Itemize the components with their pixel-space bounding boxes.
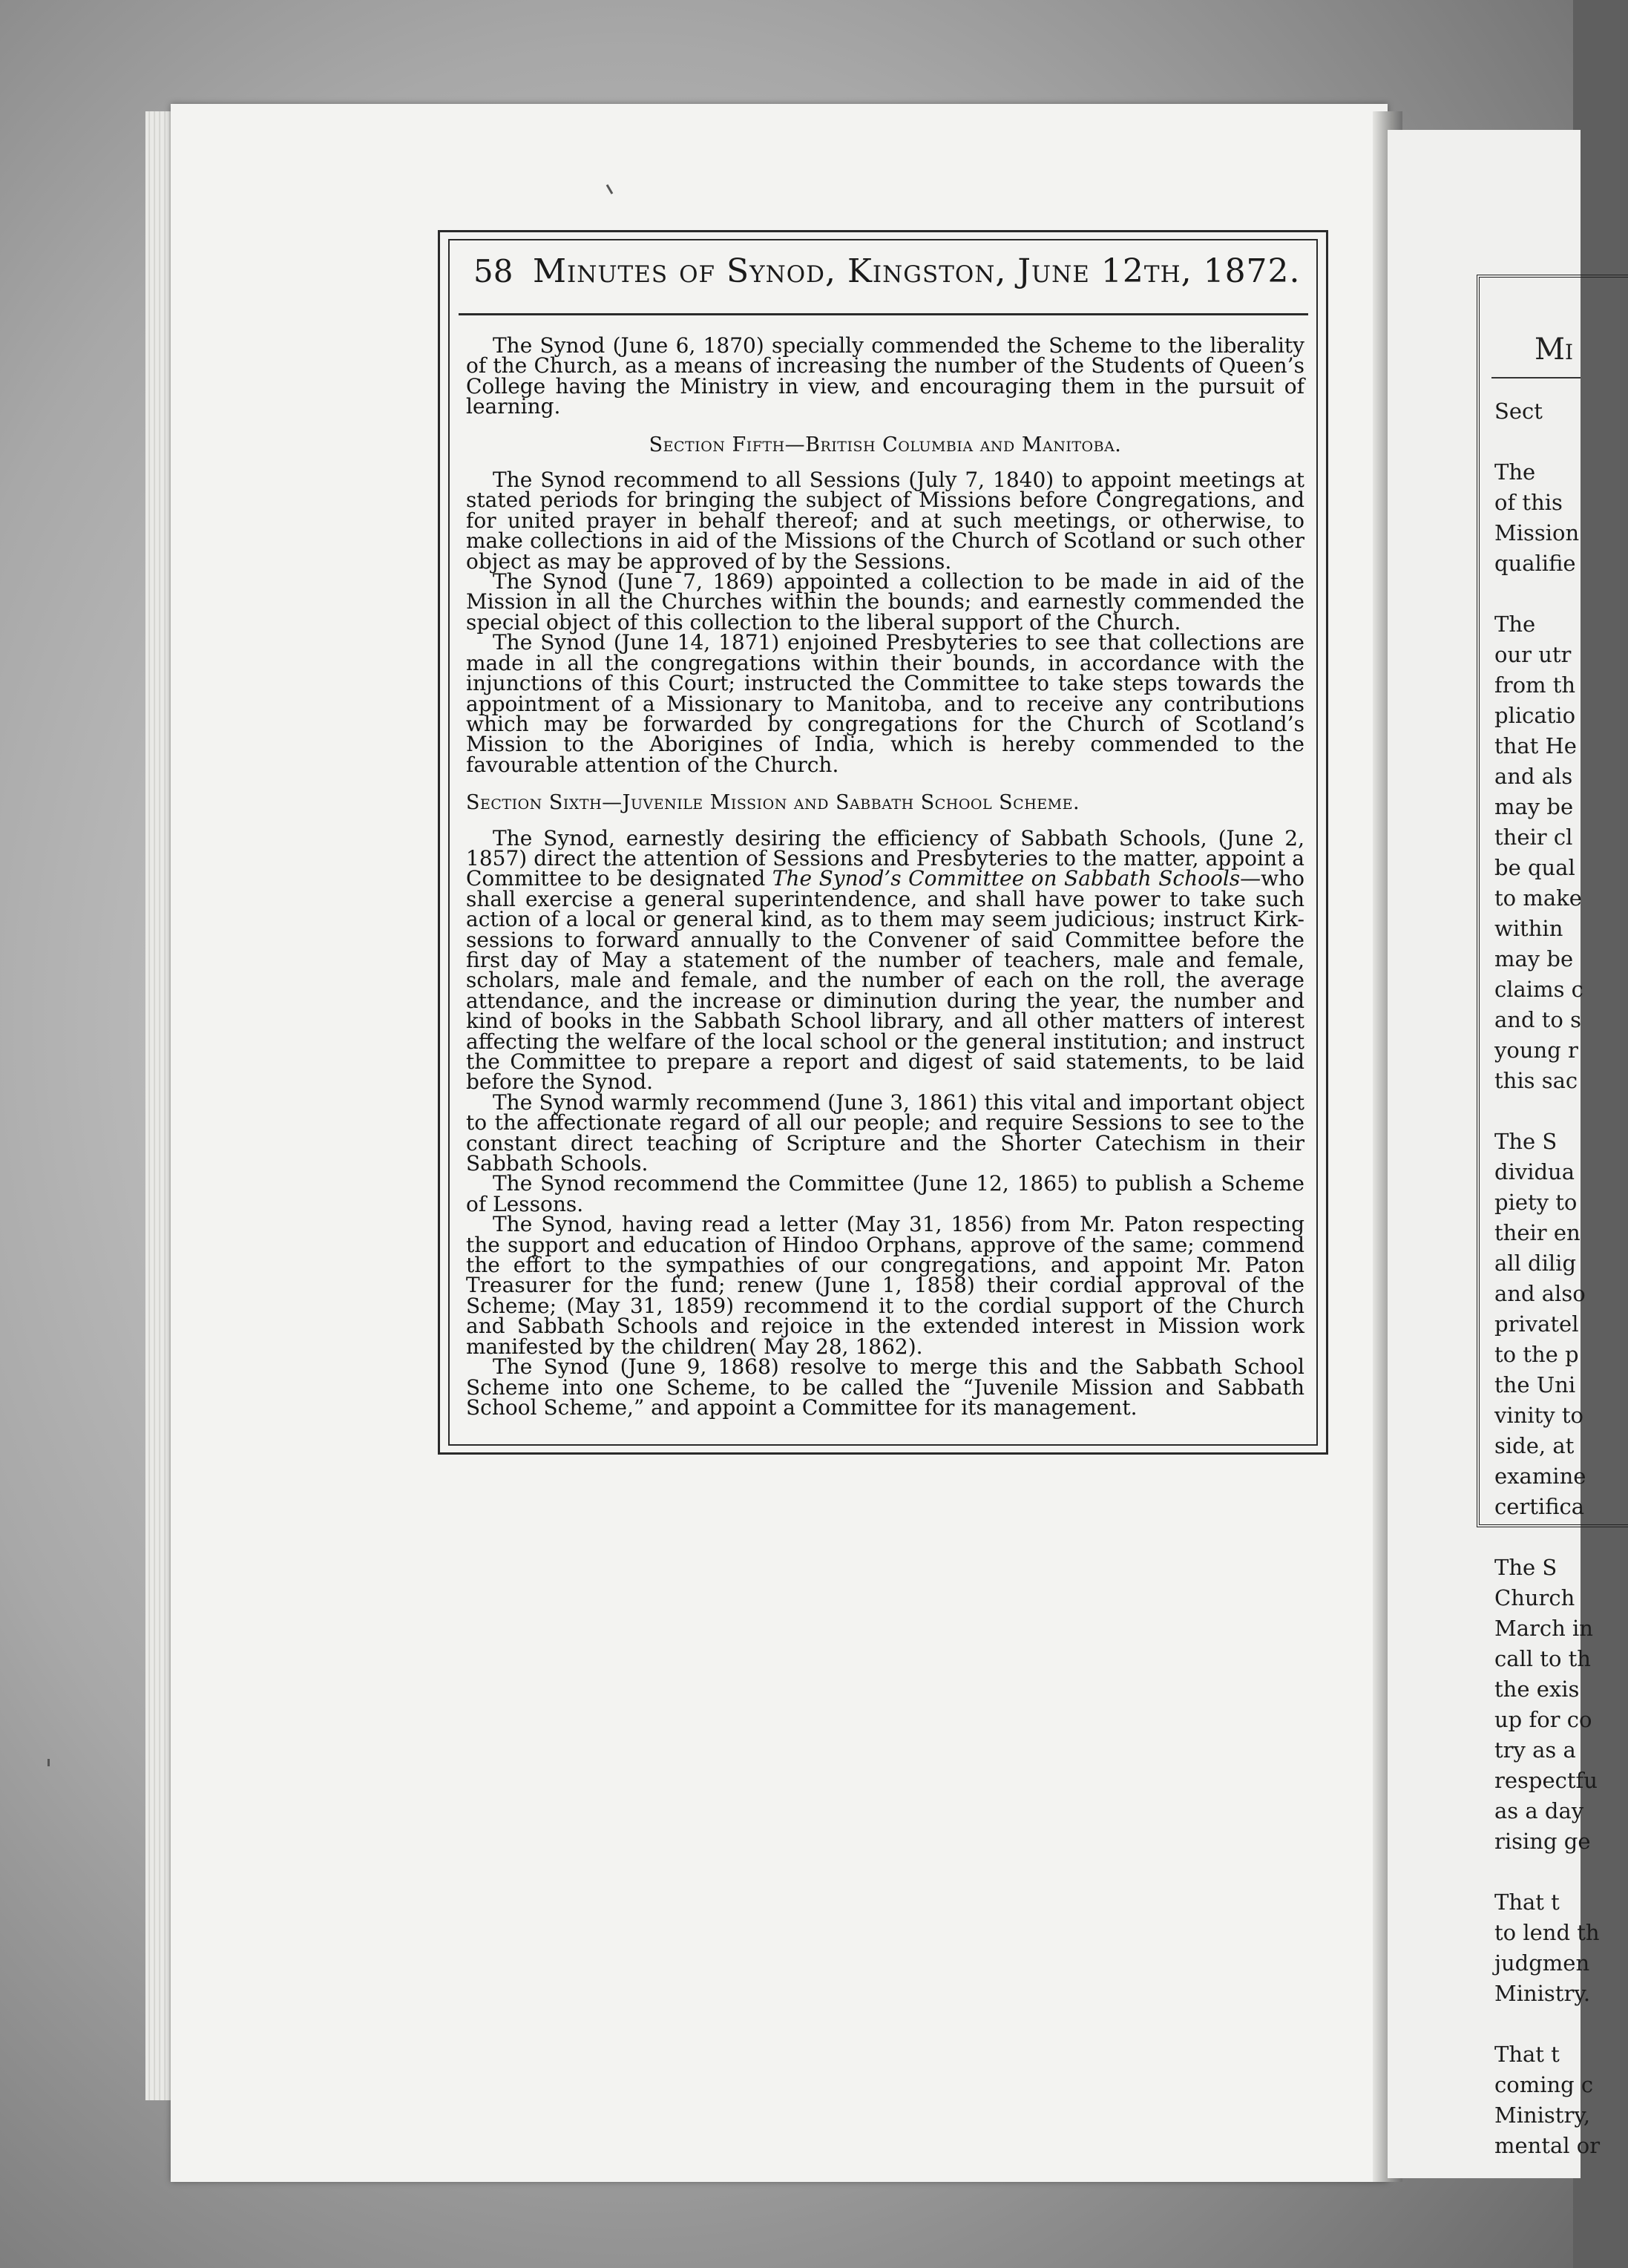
facing-page-line: that He	[1494, 733, 1577, 758]
facing-page-line: Ministry,	[1494, 2103, 1591, 2128]
facing-page-line: The	[1494, 459, 1536, 485]
facing-page-line	[1494, 427, 1576, 457]
facing-page-line: vinity to	[1494, 1403, 1583, 1428]
facing-page-line: to lend th	[1494, 1920, 1600, 1945]
facing-page-line: Sect	[1494, 399, 1543, 424]
facing-page-line	[1494, 579, 1576, 609]
film-speck	[47, 1759, 50, 1766]
paragraph-text: —who shall exercise a general superintendence, and shall have power to take such action of a local or general kind, as to them may seem judicious; instruct Kirk-sessions to forward annually to the Convener of said Committee before the first day of May a statement of the number of teachers, male and female, scholars, male and female, and the number of each on the roll, the average attendance, and the increase or diminution during the year, the number and kind of books in the Sabbath School library, and all other matters of interest affecting the welfare of the local school or the general institution; and instruct the Committee to prepare a report and digest of said statements, to be laid before the Synod.	[466, 866, 1305, 1095]
facing-page-line: to the p	[1494, 1342, 1579, 1367]
facing-page-line: their en	[1494, 1220, 1581, 1245]
running-head	[473, 252, 1304, 304]
facing-page-line	[1494, 2009, 1576, 2039]
facing-page-line: Ministry.	[1494, 1981, 1591, 2006]
paragraph: The Synod (June 14, 1871) enjoined Presbyteries to see that collections are made in all the congregations within their bounds, in accordance with the injunctions of this Court; instructed the Committee to take steps towards the appointment of a Missionary to Manitoba, and to receive any contributions which may be forwarded by congregations for the Church of Scotland’s Mission to the Aborigines of India, which is hereby commended to the favourable attention of the Church.	[466, 630, 1304, 777]
facing-page-line: qualifie	[1494, 551, 1576, 576]
facing-page-line: claims c	[1494, 977, 1583, 1002]
facing-page-line: may be	[1494, 794, 1574, 819]
facing-page-line	[1494, 1522, 1576, 1553]
facing-page-rule	[1491, 377, 1581, 378]
section-heading-sixth: Section Sixth—Juvenile Mission and Sabbath School Scheme.	[466, 791, 1080, 815]
facing-page-line: side, at	[1494, 1433, 1575, 1458]
facing-page-line: That t	[1494, 2042, 1560, 2067]
facing-page-line: call to th	[1494, 1646, 1591, 1671]
facing-page-line: this sac	[1494, 1068, 1578, 1093]
paragraph: The Synod (June 7, 1869) appointed a collection to be made in aid of the Mission in all the Churches within the bounds; and earnestly commended the special object of this collection to the liberal support of the Church.	[466, 569, 1304, 635]
committee-name-italic: The Synod’s Committee on Sabbath Schools	[772, 866, 1241, 891]
facing-page-line: rising ge	[1494, 1829, 1591, 1854]
facing-page-line: their cl	[1494, 825, 1573, 850]
facing-page-line: The	[1494, 612, 1536, 637]
page-number: 58	[473, 253, 513, 289]
paragraph: The Synod recommend the Committee (June 12, 1865) to publish a Scheme of Lessons.	[466, 1171, 1304, 1216]
facing-page-line: from th	[1494, 672, 1576, 698]
facing-page-line: privatel	[1494, 1311, 1579, 1337]
facing-page-line: examine	[1494, 1464, 1586, 1489]
facing-page-line: respectfu	[1494, 1768, 1598, 1793]
facing-page-line	[1494, 1857, 1576, 1887]
facing-page-line: mental or	[1494, 2133, 1601, 2158]
facing-page-line: certifica	[1494, 1494, 1585, 1519]
paragraph	[466, 825, 1305, 1095]
facing-page-line: young r	[1494, 1038, 1578, 1063]
facing-page-line: That t	[1494, 1890, 1560, 1915]
paragraph: The Synod (June 9, 1868) resolve to merge this and the Sabbath School Scheme into one Scheme, to be called the “Juvenile Mission and Sabbath School Scheme,” and appoint a Committee for its management.	[466, 1354, 1304, 1420]
facing-page-line: piety to	[1494, 1190, 1578, 1215]
paragraph-text: The Synod, earnestly desiring the efficiency of Sabbath Schools, (June 2, 1857) direct the attention of Sessions and Presbyteries to the matter, appoint a Committee to be designated	[466, 825, 1304, 891]
facing-page-line: plicatio	[1494, 703, 1576, 728]
facing-page-line: up for co	[1494, 1707, 1592, 1732]
header-rule	[459, 313, 1308, 315]
facing-page-text	[1494, 396, 1601, 2161]
facing-page-running-head: Mi	[1535, 332, 1574, 367]
facing-page-line: coming c	[1494, 2072, 1594, 2097]
document-body	[466, 335, 1304, 1418]
facing-page-line: of this	[1494, 490, 1563, 515]
facing-page-line: the exis	[1494, 1677, 1580, 1702]
facing-page-line: Church	[1494, 1585, 1575, 1610]
facing-page-line: as a day	[1494, 1798, 1584, 1823]
facing-page-line: all dilig	[1494, 1251, 1577, 1276]
paragraph: The Synod warmly recommend (June 3, 1861) this vital and important object to the affectionate regard of all our people; and require Sessions to see to the constant direct teaching of Scripture and the Shorter Catechism in their Sabbath Schools.	[466, 1089, 1304, 1176]
facing-page-line: and als	[1494, 764, 1573, 789]
facing-page-line: March in	[1494, 1616, 1593, 1641]
facing-page-line	[1494, 1096, 1576, 1127]
facing-page-line: The S	[1494, 1555, 1558, 1580]
facing-page-line: try as a	[1494, 1737, 1576, 1763]
section-heading-fifth: Section Fifth—British Columbia and Manitoba.	[649, 433, 1122, 456]
facing-page-line: the Uni	[1494, 1372, 1576, 1397]
page-title: Minutes of Synod, Kingston, June 12th, 1872.	[533, 252, 1301, 290]
facing-page-line: and also	[1494, 1281, 1586, 1306]
paragraph: The Synod recommend to all Sessions (July 7, 1840) to appoint meetings at stated periods for bringing the subject of Missions before Congregations, and for united prayer in behalf thereof; and at such meetings, or otherwise, to make collections in aid of the Missions of the Church of Scotland or such other object as may be approved of by the Sessions.	[466, 468, 1304, 574]
paragraph: The Synod (June 6, 1870) specially commended the Scheme to the liberality of the Church, as a means of increasing the number of the Students of Queen’s College having the Ministry in view, and encouraging them in the pursuit of learning.	[466, 333, 1304, 419]
facing-page-line: within	[1494, 916, 1563, 941]
facing-page-line: to make	[1494, 885, 1582, 911]
facing-page-line: may be	[1494, 946, 1574, 971]
facing-page-line: Mission	[1494, 520, 1580, 545]
facing-page-line: and to s	[1494, 1007, 1581, 1032]
facing-page-line: The S	[1494, 1129, 1558, 1154]
facing-page-line: dividua	[1494, 1159, 1575, 1184]
facing-page-line: our utr	[1494, 642, 1572, 667]
paragraph: The Synod, having read a letter (May 31, 1856) from Mr. Paton respecting the support and education of Hindoo Orphans, approve of the same; commend the effort to the sympathies of our congregations, and appoint Mr. Paton Treasurer for the fund; renew (June 1, 1858) their cordial approval of the Scheme; (May 31, 1859) recommend it to the cordial support of the Church and Sabbath Schools and rejoice in the extended interest in Mission work manifested by the children( May 28, 1862).	[466, 1212, 1304, 1359]
facing-page-line: be qual	[1494, 855, 1575, 880]
facing-page-line: judgmen	[1494, 1950, 1590, 1976]
